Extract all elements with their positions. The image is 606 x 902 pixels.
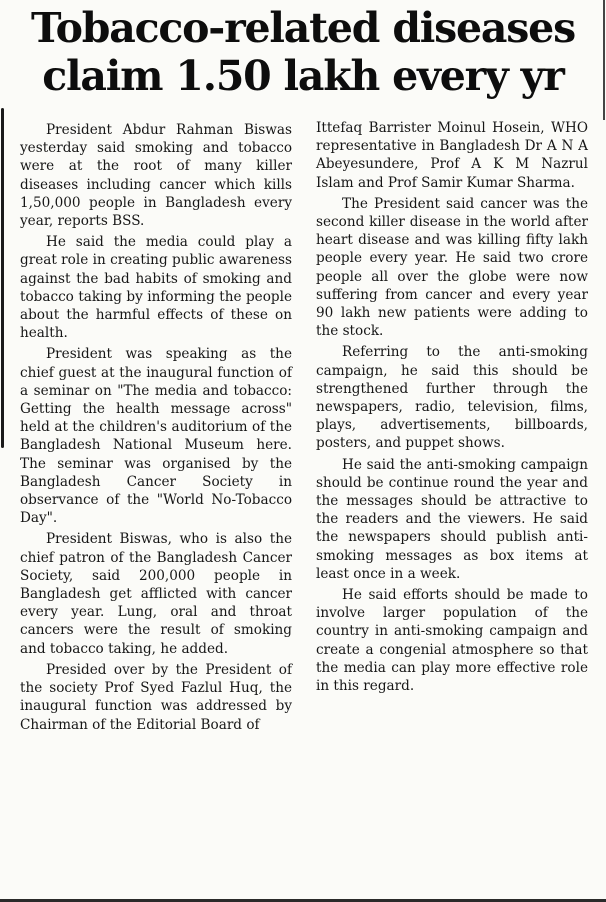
- paragraph-cancer-society: President Biswas, who is also the chief patron of the Bangladesh Cancer Society, said 200,000 people in Bangladesh get afflicted with cancer every year. Lung, oral and throat cancers were the result of smoking and tobacco taking, he added.: [20, 531, 292, 657]
- headline-line-2: claim 1.50 lakh every yr: [42, 52, 564, 100]
- paragraph-anti-smoking-campaign: Referring to the anti-smoking campaign, he said this should be strengthened further through the newspapers, radio, television, films, plays, advertisements, billboards, posters, and puppet shows.: [316, 344, 588, 452]
- article-column-right: [316, 119, 588, 696]
- paragraph-media-role: He said the media could play a great role in creating public awareness against the bad habits of smoking and tobacco taking by informing the people about the harmful effects of these on health.: [20, 234, 292, 342]
- clipping-left-edge: [1, 108, 4, 448]
- headline-line-1: Tobacco-related diseases: [31, 4, 575, 52]
- paragraph-killer-disease: The President said cancer was the second killer disease in the world after heart disease and was killing fifty lakh people every year. He said two crore people all over the globe were now suffering from cancer and every year 90 lakh new patients were adding to the stock.: [316, 195, 588, 340]
- paragraph-larger-population: He said efforts should be made to involve larger population of the country in anti-smoking campaign and create a congenial atmosphere so that the media can play more effective role in this regard.: [316, 587, 588, 695]
- clipping-right-edge: [603, 0, 605, 120]
- paragraph-lead: President Abdur Rahman Biswas yesterday said smoking and tobacco were at the root of many killer diseases including cancer which kills 1,50,000 people in Bangladesh every year, reports BSS.: [20, 122, 292, 230]
- article-headline: [6, 4, 600, 100]
- paragraph-seminar: President was speaking as the chief guest at the inaugural function of a seminar on "The media and tobacco: Getting the health message across" held at the children's auditorium of the Bangladesh National Museum here. The seminar was organised by the Bangladesh Cancer Society in observance of the "World No-Tobacco Day".: [20, 346, 292, 527]
- paragraph-year-round: He said the anti-smoking campaign should be continue round the year and the messages should be attractive to the readers and the viewers. He said the newspapers should publish anti-smoking messages as box items at least once in a week.: [316, 456, 588, 582]
- paragraph-continuation: Ittefaq Barrister Moinul Hosein, WHO representative in Bangladesh Dr A N A Abeyesundere, Prof A K M Nazrul Islam and Prof Samir Kumar Sharma.: [316, 120, 588, 191]
- paragraph-presided-over: Presided over by the President of the society Prof Syed Fazlul Huq, the inaugural function was addressed by Chairman of the Editorial Board of: [20, 661, 292, 733]
- article-column-left: [20, 121, 292, 735]
